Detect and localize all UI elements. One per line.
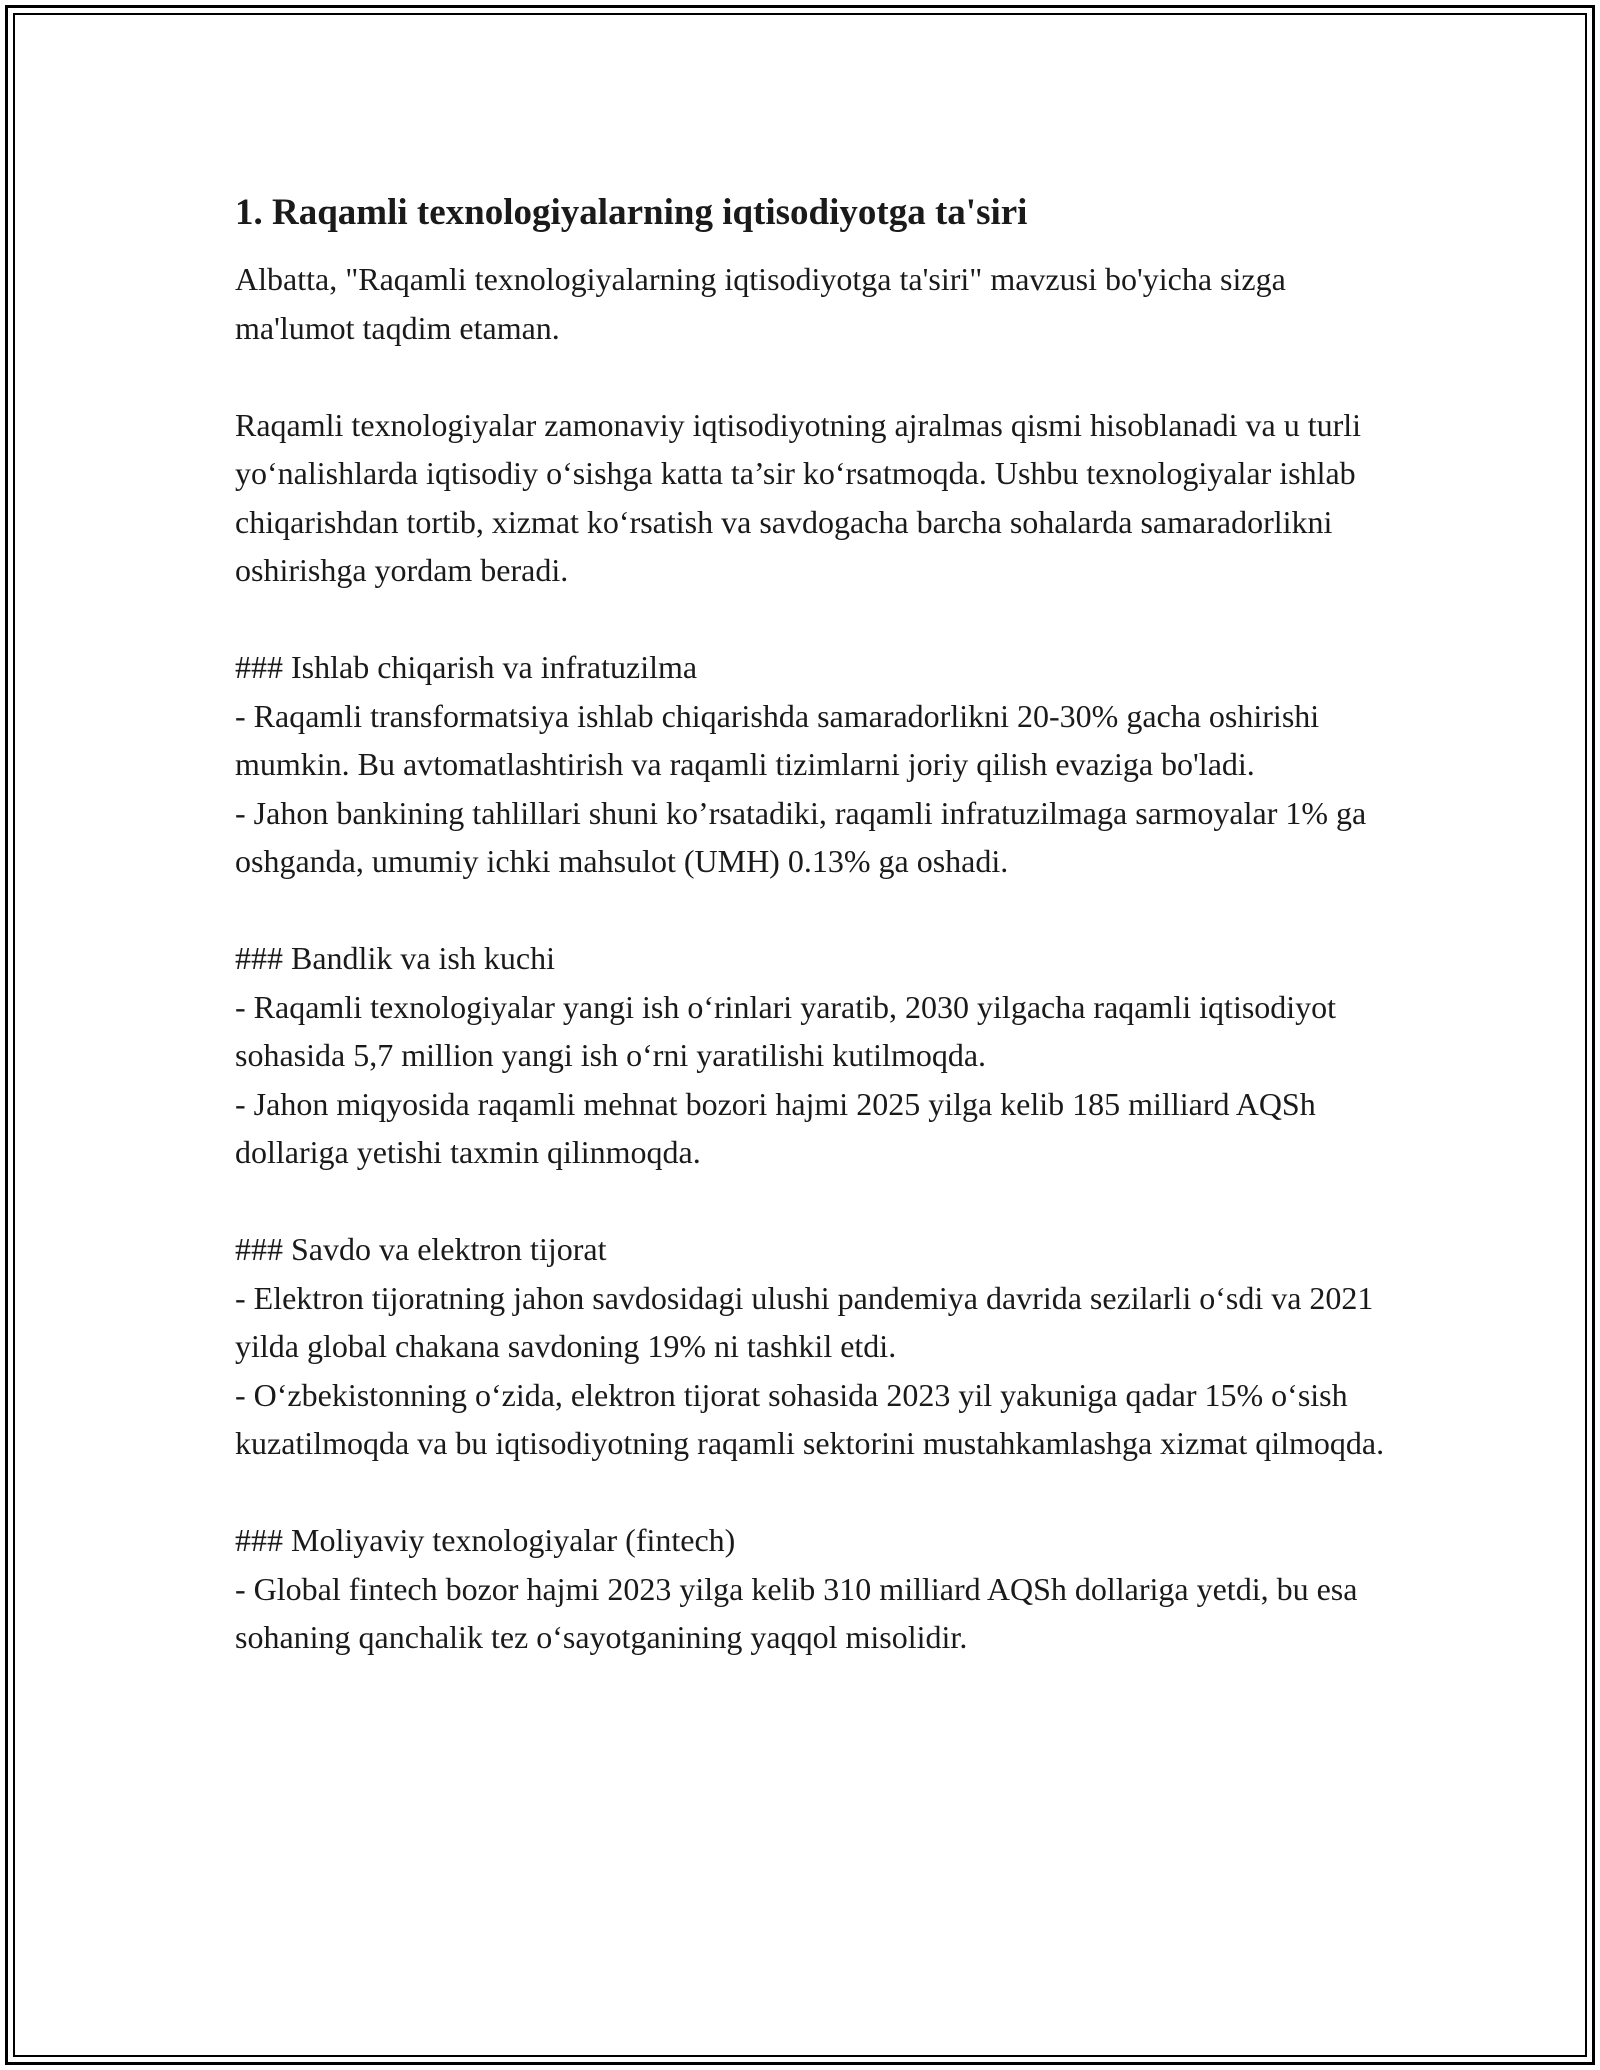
paragraph-gap [235, 1177, 1395, 1226]
overview-paragraph: Raqamli texnologiyalar zamonaviy iqtisodiyotning ajralmas qismi hisoblanadi va u turli yo‘nalishlarda iqtisodiy o‘sishga katta ta’sir ko‘rsatmoqda. Ushbu texnologiyalar ishlab chiqarishdan tortib, xizmat ko‘rsatish va savdogacha barcha sohalarda samaradorlikni oshirishga yordam beradi. [235, 406, 1362, 588]
section-heading: ### Moliyaviy texnologiyalar (fintech) [235, 1522, 736, 1558]
bullet-item: - Elektron tijoratning jahon savdosidagi ulushi pandemiya davrida sezilarli o‘sdi va 2021 yilda global chakana savdoning 19% ni tashkil etdi. [235, 1279, 1374, 1364]
section-heading: ### Ishlab chiqarish va infratuzilma [235, 649, 698, 685]
bullet-item: - Raqamli transformatsiya ishlab chiqarishda samaradorlikni 20-30% gacha oshirishi mumkin. Bu avtomatlashtirish va raqamli tizimlarni joriy qilish evaziga bo'ladi. [235, 697, 1320, 782]
section-manufacturing [235, 643, 1395, 886]
bullet-item: - Jahon miqyosida raqamli mehnat bozori hajmi 2025 yilga kelib 185 milliard AQSh dollariga yetishi taxmin qilinmoqda. [235, 1085, 1316, 1170]
paragraph-gap [235, 595, 1395, 644]
intro-paragraph: Albatta, "Raqamli texnologiyalarning iqtisodiyotga ta'siri" mavzusi bo'yicha sizga ma'lumot taqdim etaman. [235, 261, 1286, 346]
bullet-item: - Raqamli texnologiyalar yangi ish o‘rinlari yaratib, 2030 yilgacha raqamli iqtisodiyot sohasida 5,7 million yangi ish o‘rni yaratilishi kutilmoqda. [235, 988, 1337, 1073]
bullet-item: - Global fintech bozor hajmi 2023 yilga kelib 310 milliard AQSh dollariga yetdi, bu esa sohaning qanchalik tez o‘sayotganining yaqqol misolidir. [235, 1570, 1358, 1655]
section-heading: ### Savdo va elektron tijorat [235, 1231, 607, 1267]
section-heading: ### Bandlik va ish kuchi [235, 940, 555, 976]
bullet-item: - O‘zbekistonning o‘zida, elektron tijorat sohasida 2023 yil yakuniga qadar 15% o‘sish kuzatilmoqda va bu iqtisodiyotning raqamli sektorini mustahkamlashga xizmat qilmoqda. [235, 1376, 1385, 1461]
section-employment [235, 934, 1395, 1177]
paragraph-gap [235, 1468, 1395, 1517]
paragraph-gap [235, 886, 1395, 935]
paragraph-gap [235, 352, 1395, 401]
section-ecommerce [235, 1225, 1395, 1468]
document-title: 1. Raqamli texnologiyalarning iqtisodiyotga ta'siri [235, 192, 1028, 233]
bullet-item: - Jahon bankining tahlillari shuni ko’rsatadiki, raqamli infratuzilmaga sarmoyalar 1% ga oshganda, umumiy ichki mahsulot (UMH) 0.13% ga oshadi. [235, 794, 1367, 879]
section-fintech [235, 1516, 1395, 1662]
document-body [235, 185, 1395, 1662]
